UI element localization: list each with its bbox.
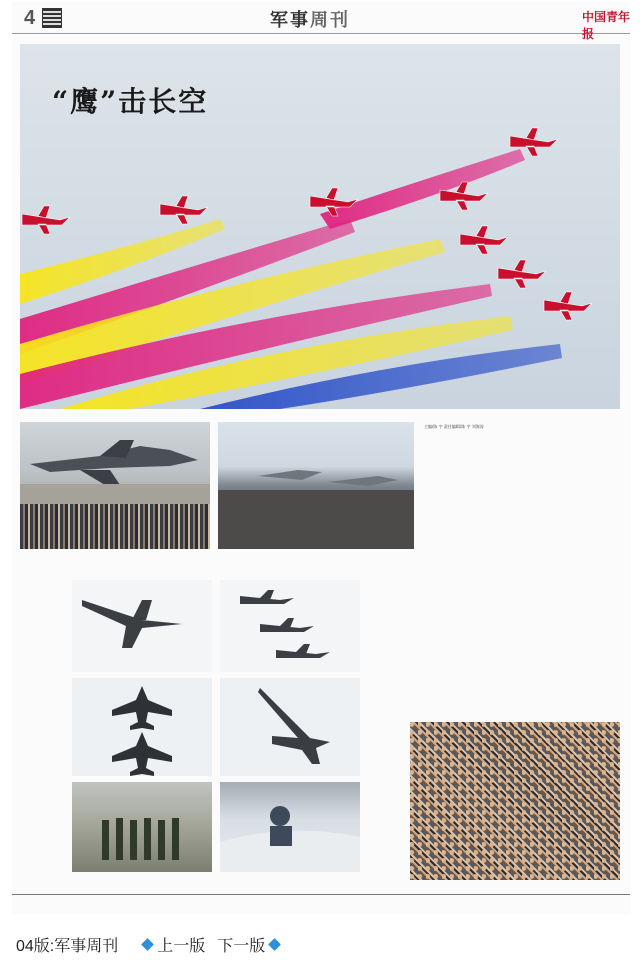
section-title-part-b: 周刊	[310, 10, 350, 31]
stealth-fighter-illustration	[20, 422, 210, 504]
fighter-pair-illustration	[72, 678, 212, 776]
fighter-silhouette-a	[72, 580, 212, 672]
spectators-photo	[410, 722, 620, 880]
fighter-photo-a	[72, 580, 212, 672]
pilot-cockpit-illustration	[220, 782, 360, 872]
qr-code-icon	[42, 8, 62, 28]
next-page-link[interactable]	[217, 933, 284, 956]
smoke-trail-magenta-3	[320, 149, 525, 229]
crowd-photo	[20, 504, 210, 549]
page-number: 4	[24, 7, 36, 29]
fighter-climb-photo	[220, 678, 360, 776]
soldiers-photo	[72, 782, 212, 872]
article-byline: 主编/陈 宇 责任编辑/陈 宇 刘海涛	[424, 424, 484, 429]
fighter-climb-illustration	[220, 678, 360, 776]
article-column-2	[522, 424, 618, 714]
headline: “鹰”击长空	[52, 85, 209, 118]
next-page-label: 下一版	[217, 937, 266, 955]
airshow-ground-photo	[218, 422, 414, 549]
stealth-fighter-photo	[20, 422, 210, 504]
newspaper-logo: 中国青年报	[582, 10, 631, 41]
masthead	[12, 2, 631, 41]
edition-navigation	[16, 932, 284, 956]
hero-photo	[20, 44, 620, 409]
soldiers-illustration	[72, 782, 212, 872]
prev-diamond-icon	[141, 938, 154, 951]
prev-page-label: 上一版	[157, 937, 206, 955]
newspaper-page	[12, 2, 630, 914]
article-column-1	[424, 438, 514, 708]
fighter-pair-photo	[72, 678, 212, 776]
pilot-cockpit-photo	[220, 782, 360, 872]
section-title-part-a: 军事	[270, 10, 310, 31]
section-title	[270, 6, 350, 32]
airshow-ground-illustration	[218, 422, 414, 549]
fighter-formation-illustration	[220, 580, 360, 672]
prev-page-link[interactable]	[138, 933, 205, 956]
next-diamond-icon	[268, 938, 281, 951]
edition-label: 04版:军事周刊	[16, 937, 119, 955]
footer-rule	[12, 894, 630, 895]
fighter-formation-photo	[220, 580, 360, 672]
